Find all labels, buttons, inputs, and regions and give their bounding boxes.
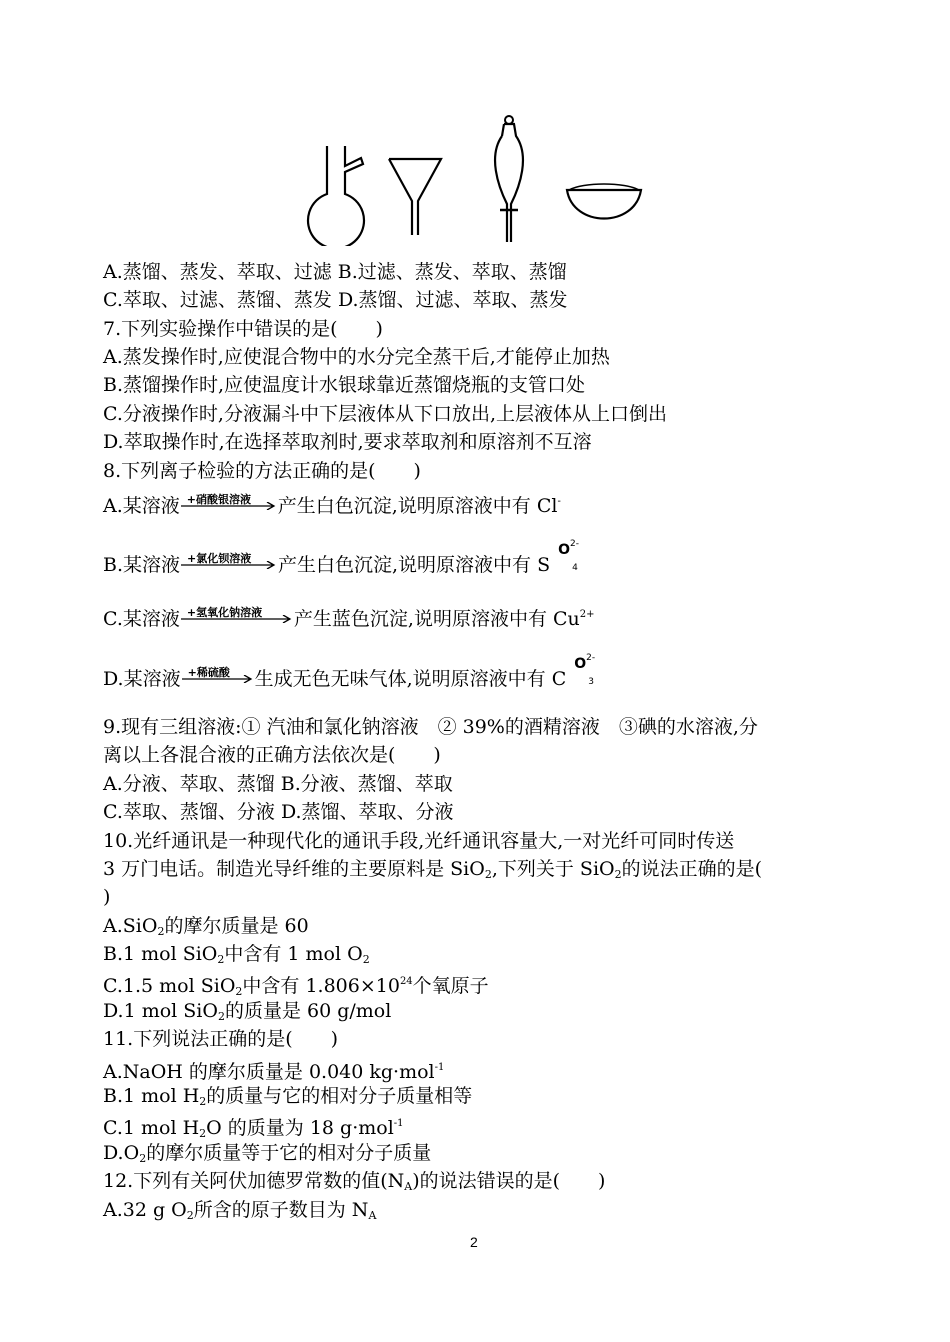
subscript: 2 [199, 1095, 207, 1108]
text: 中含有 1 mol O [224, 943, 363, 965]
separatory-funnel-icon [486, 112, 532, 246]
exponent: -1 [393, 1118, 404, 1129]
q12-stem [103, 1168, 605, 1200]
text: 个氧原子 [412, 975, 489, 997]
text: 的说法正确的是( [621, 858, 763, 880]
text: C.1.5 mol SiO [103, 975, 236, 997]
q8-option-b [103, 539, 580, 578]
ion-count: 3 [588, 677, 594, 687]
reagent-label: +氢氧化钠溶液 [186, 606, 263, 619]
q8-option-d [103, 653, 596, 692]
q9-options-ab: A.分液、萃取、蒸馏 B.分液、蒸馏、萃取 [103, 773, 453, 795]
funnel-icon [385, 155, 445, 237]
subscript: 2 [362, 953, 370, 966]
reaction-arrow-icon [181, 492, 277, 514]
reaction-arrow-icon [181, 605, 293, 627]
ion-o: O [558, 542, 571, 558]
sulfate-ion-image [550, 539, 580, 573]
text: D.1 mol SiO [103, 1000, 218, 1022]
q8-d-prefix: D.某溶液 [103, 668, 181, 690]
text: B.1 mol H [103, 1085, 200, 1107]
text: B.1 mol SiO [103, 943, 218, 965]
text: 的质量是 60 g/mol [224, 1000, 392, 1022]
ion-count: 4 [572, 563, 578, 573]
text: 中含有 1.806×10 [242, 975, 400, 997]
subscript: 2 [614, 868, 622, 881]
text: 3 万门电话。制造光导纤维的主要原料是 SiO [103, 858, 485, 880]
q10-line-1: 10.光纤通讯是一种现代化的通讯手段,光纤通讯容量大,一对光纤可同时传送 [103, 830, 735, 852]
reaction-arrow-icon [182, 665, 254, 687]
q7-option-a: A.蒸发操作时,应使混合物中的水分完全蒸干后,才能停止加热 [103, 346, 610, 368]
subscript: 2 [186, 1209, 194, 1222]
subscript: 2 [217, 953, 225, 966]
q10-line-3: ) [103, 886, 111, 908]
text: )的说法错误的是( ) [412, 1170, 606, 1192]
charge-superscript: 2+ [579, 609, 595, 620]
text: A.32 g O [103, 1199, 187, 1221]
carbonate-ion-image [566, 653, 596, 687]
q8-c-text: 产生蓝色沉淀,说明原溶液中有 Cu [293, 608, 580, 630]
q7-option-b: B.蒸馏操作时,应使温度计水银球靠近蒸馏烧瓶的支管口处 [103, 374, 586, 396]
reaction-arrow-icon [181, 551, 277, 573]
reagent-label: +硝酸银溶液 [186, 493, 251, 506]
q11-stem: 11.下列说法正确的是( ) [103, 1028, 339, 1050]
q7-option-c: C.分液操作时,分液漏斗中下层液体从下口放出,上层液体从上口倒出 [103, 403, 667, 425]
text: A.NaOH 的摩尔质量是 0.040 kg·mol [103, 1061, 435, 1083]
subscript: 2 [199, 1127, 207, 1140]
subscript: 2 [139, 1152, 147, 1165]
q8-c-prefix: C.某溶液 [103, 608, 180, 630]
reagent-label: +氯化钡溶液 [187, 552, 252, 565]
q8-stem: 8.下列离子检验的方法正确的是( ) [103, 460, 421, 482]
exponent: 24 [399, 976, 413, 987]
subscript: 2 [235, 985, 243, 998]
q7-option-d: D.萃取操作时,在选择萃取剂时,要求萃取剂和原溶剂不互溶 [103, 431, 592, 453]
subscript: A [368, 1209, 377, 1222]
charge-superscript: - [557, 496, 561, 507]
q8-option-a [103, 489, 561, 519]
text: 所含的原子数目为 N [193, 1199, 369, 1221]
ion-charge: 2- [586, 653, 596, 663]
distillation-flask-icon [305, 142, 375, 246]
q8-b-prefix: B.某溶液 [103, 554, 181, 576]
q6-options-ab: A.蒸馏、蒸发、萃取、过滤 B.过滤、蒸发、萃取、蒸馏 [103, 261, 567, 283]
text: C.1 mol H [103, 1117, 200, 1139]
ion-charge: 2- [570, 539, 580, 549]
q9-options-cd: C.萃取、蒸馏、分液 D.蒸馏、萃取、分液 [103, 801, 454, 823]
text: 12.下列有关阿伏加德罗常数的值(N [103, 1170, 405, 1192]
q9-line-2: 离以上各混合液的正确方法依次是( ) [103, 744, 441, 766]
q6-options-cd: C.萃取、过滤、蒸馏、蒸发 D.蒸馏、过滤、萃取、蒸发 [103, 289, 568, 311]
text: A.SiO [103, 915, 158, 937]
subscript: 2 [217, 1010, 225, 1023]
q12-option-a [103, 1197, 376, 1229]
q8-a-prefix: A.某溶液 [103, 495, 180, 517]
q9-line-1: 9.现有三组溶液:① 汽油和氯化钠溶液 ② 39%的酒精溶液 ③碘的水溶液,分 [103, 716, 758, 738]
q10-line-2 [103, 856, 762, 888]
subscript: 2 [484, 868, 492, 881]
q7-stem: 7.下列实验操作中错误的是( ) [103, 318, 383, 340]
text: ,下列关于 SiO [491, 858, 615, 880]
subscript: A [404, 1180, 413, 1193]
reagent-label: +稀硫酸 [187, 666, 230, 679]
q8-d-text: 生成无色无味气体,说明原溶液中有 C [254, 668, 567, 690]
evaporating-dish-icon [563, 178, 645, 226]
q11-option-a [103, 1055, 444, 1085]
q8-b-text: 产生白色沉淀,说明原溶液中有 S [278, 554, 551, 576]
exponent: -1 [434, 1062, 445, 1073]
text: D.O [103, 1142, 140, 1164]
text: 的摩尔质量是 60 [164, 915, 309, 937]
page-number: 2 [470, 1234, 478, 1250]
q8-option-c [103, 602, 595, 632]
subscript: 2 [157, 925, 165, 938]
text: 的摩尔质量等于它的相对分子质量 [146, 1142, 432, 1164]
ion-o: O [574, 656, 587, 672]
q8-a-text: 产生白色沉淀,说明原溶液中有 Cl [277, 495, 558, 517]
text: O 的质量为 18 g·mol [206, 1117, 394, 1139]
text: 的质量与它的相对分子质量相等 [206, 1085, 473, 1107]
